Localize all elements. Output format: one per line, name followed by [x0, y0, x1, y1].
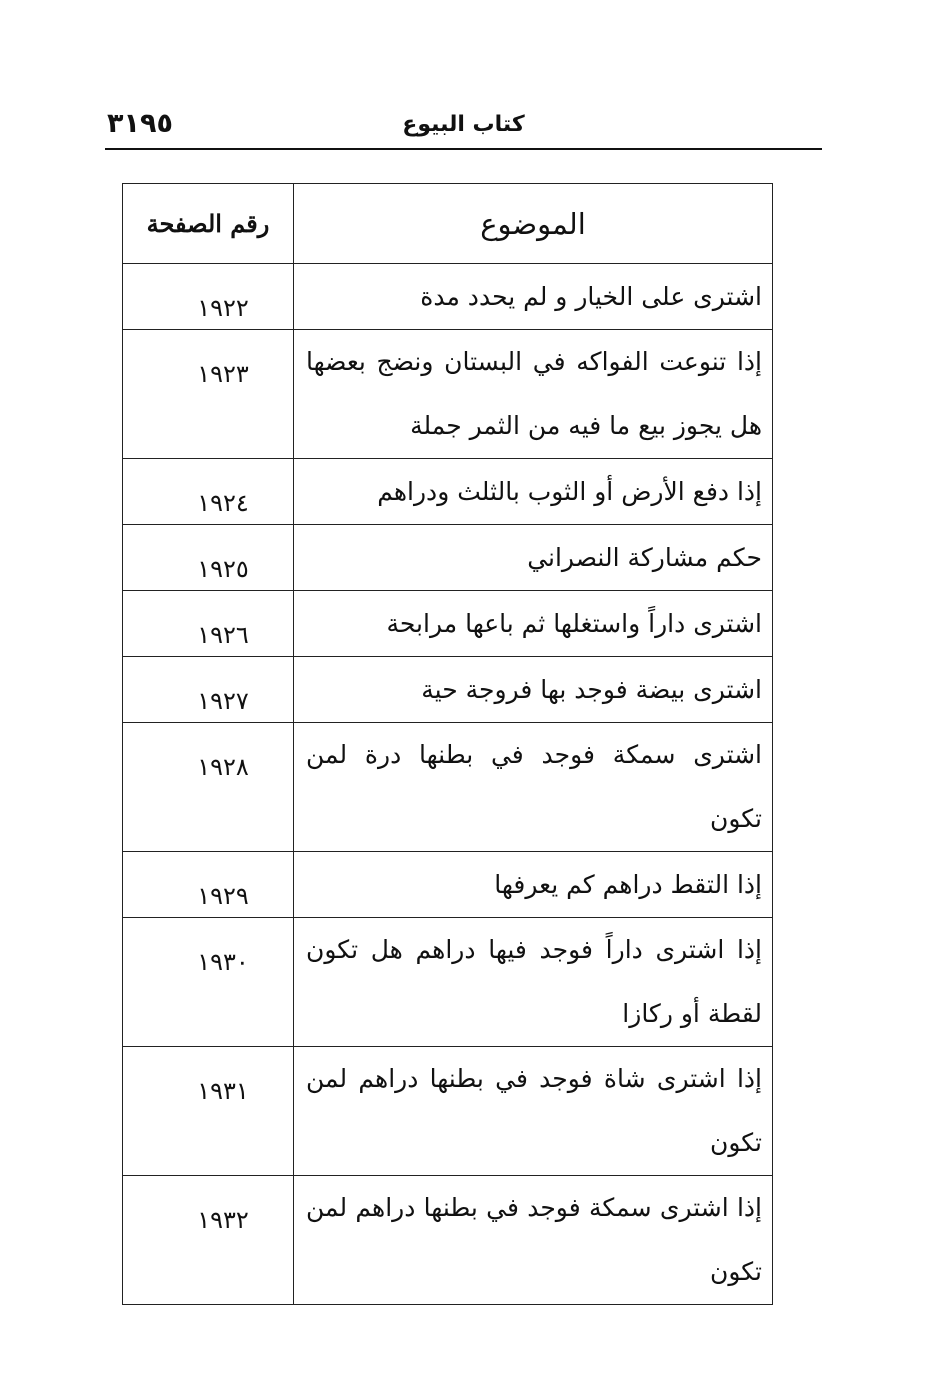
row-topic: اشترى داراً واستغلها ثم باعها مرابحة — [294, 591, 773, 657]
running-header — [105, 104, 822, 150]
row-topic: اشترى سمكة فوجد في بطنها درة لمن تكون — [294, 723, 773, 852]
table-header-row — [123, 184, 773, 264]
row-page-number: ١٩٢٨ — [123, 723, 294, 852]
table-row — [123, 723, 773, 852]
row-page-number: ١٩٣٢ — [123, 1176, 294, 1305]
column-header-page: رقم الصفحة — [123, 184, 294, 264]
row-topic: إذا اشترى داراً فوجد فيها دراهم هل تكون لقطة أو ركازا — [294, 918, 773, 1047]
row-topic: إذا دفع الأرض أو الثوب بالثلث ودراهم — [294, 459, 773, 525]
page-number: ٣١٩٥ — [107, 108, 173, 139]
row-page-number: ١٩٢٧ — [123, 657, 294, 723]
column-header-topic: الموضوع — [294, 184, 773, 264]
book-title: كتاب البيوع — [402, 112, 525, 137]
table-row — [123, 1176, 773, 1305]
table-row — [123, 591, 773, 657]
row-topic: إذا اشترى سمكة فوجد في بطنها دراهم لمن تكون — [294, 1176, 773, 1305]
table-row — [123, 330, 773, 459]
row-topic: اشترى بيضة فوجد بها فروجة حية — [294, 657, 773, 723]
table-row — [123, 657, 773, 723]
row-topic: حكم مشاركة النصراني — [294, 525, 773, 591]
row-page-number: ١٩٢٩ — [123, 852, 294, 918]
row-page-number: ١٩٣١ — [123, 1047, 294, 1176]
table-row — [123, 525, 773, 591]
table-row — [123, 852, 773, 918]
table-row — [123, 1047, 773, 1176]
row-page-number: ١٩٢٤ — [123, 459, 294, 525]
table-row — [123, 459, 773, 525]
row-page-number: ١٩٣٠ — [123, 918, 294, 1047]
index-table — [122, 183, 773, 1305]
row-page-number: ١٩٢٢ — [123, 264, 294, 330]
row-topic: إذا اشترى شاة فوجد في بطنها دراهم لمن تكون — [294, 1047, 773, 1176]
row-topic: إذا التقط دراهم كم يعرفها — [294, 852, 773, 918]
table-row — [123, 264, 773, 330]
table-row — [123, 918, 773, 1047]
row-page-number: ١٩٢٦ — [123, 591, 294, 657]
row-topic: إذا تنوعت الفواكه في البستان ونضج بعضها هل يجوز بيع ما فيه من الثمر جملة — [294, 330, 773, 459]
row-page-number: ١٩٢٣ — [123, 330, 294, 459]
row-topic: اشترى على الخيار و لم يحدد مدة — [294, 264, 773, 330]
row-page-number: ١٩٢٥ — [123, 525, 294, 591]
